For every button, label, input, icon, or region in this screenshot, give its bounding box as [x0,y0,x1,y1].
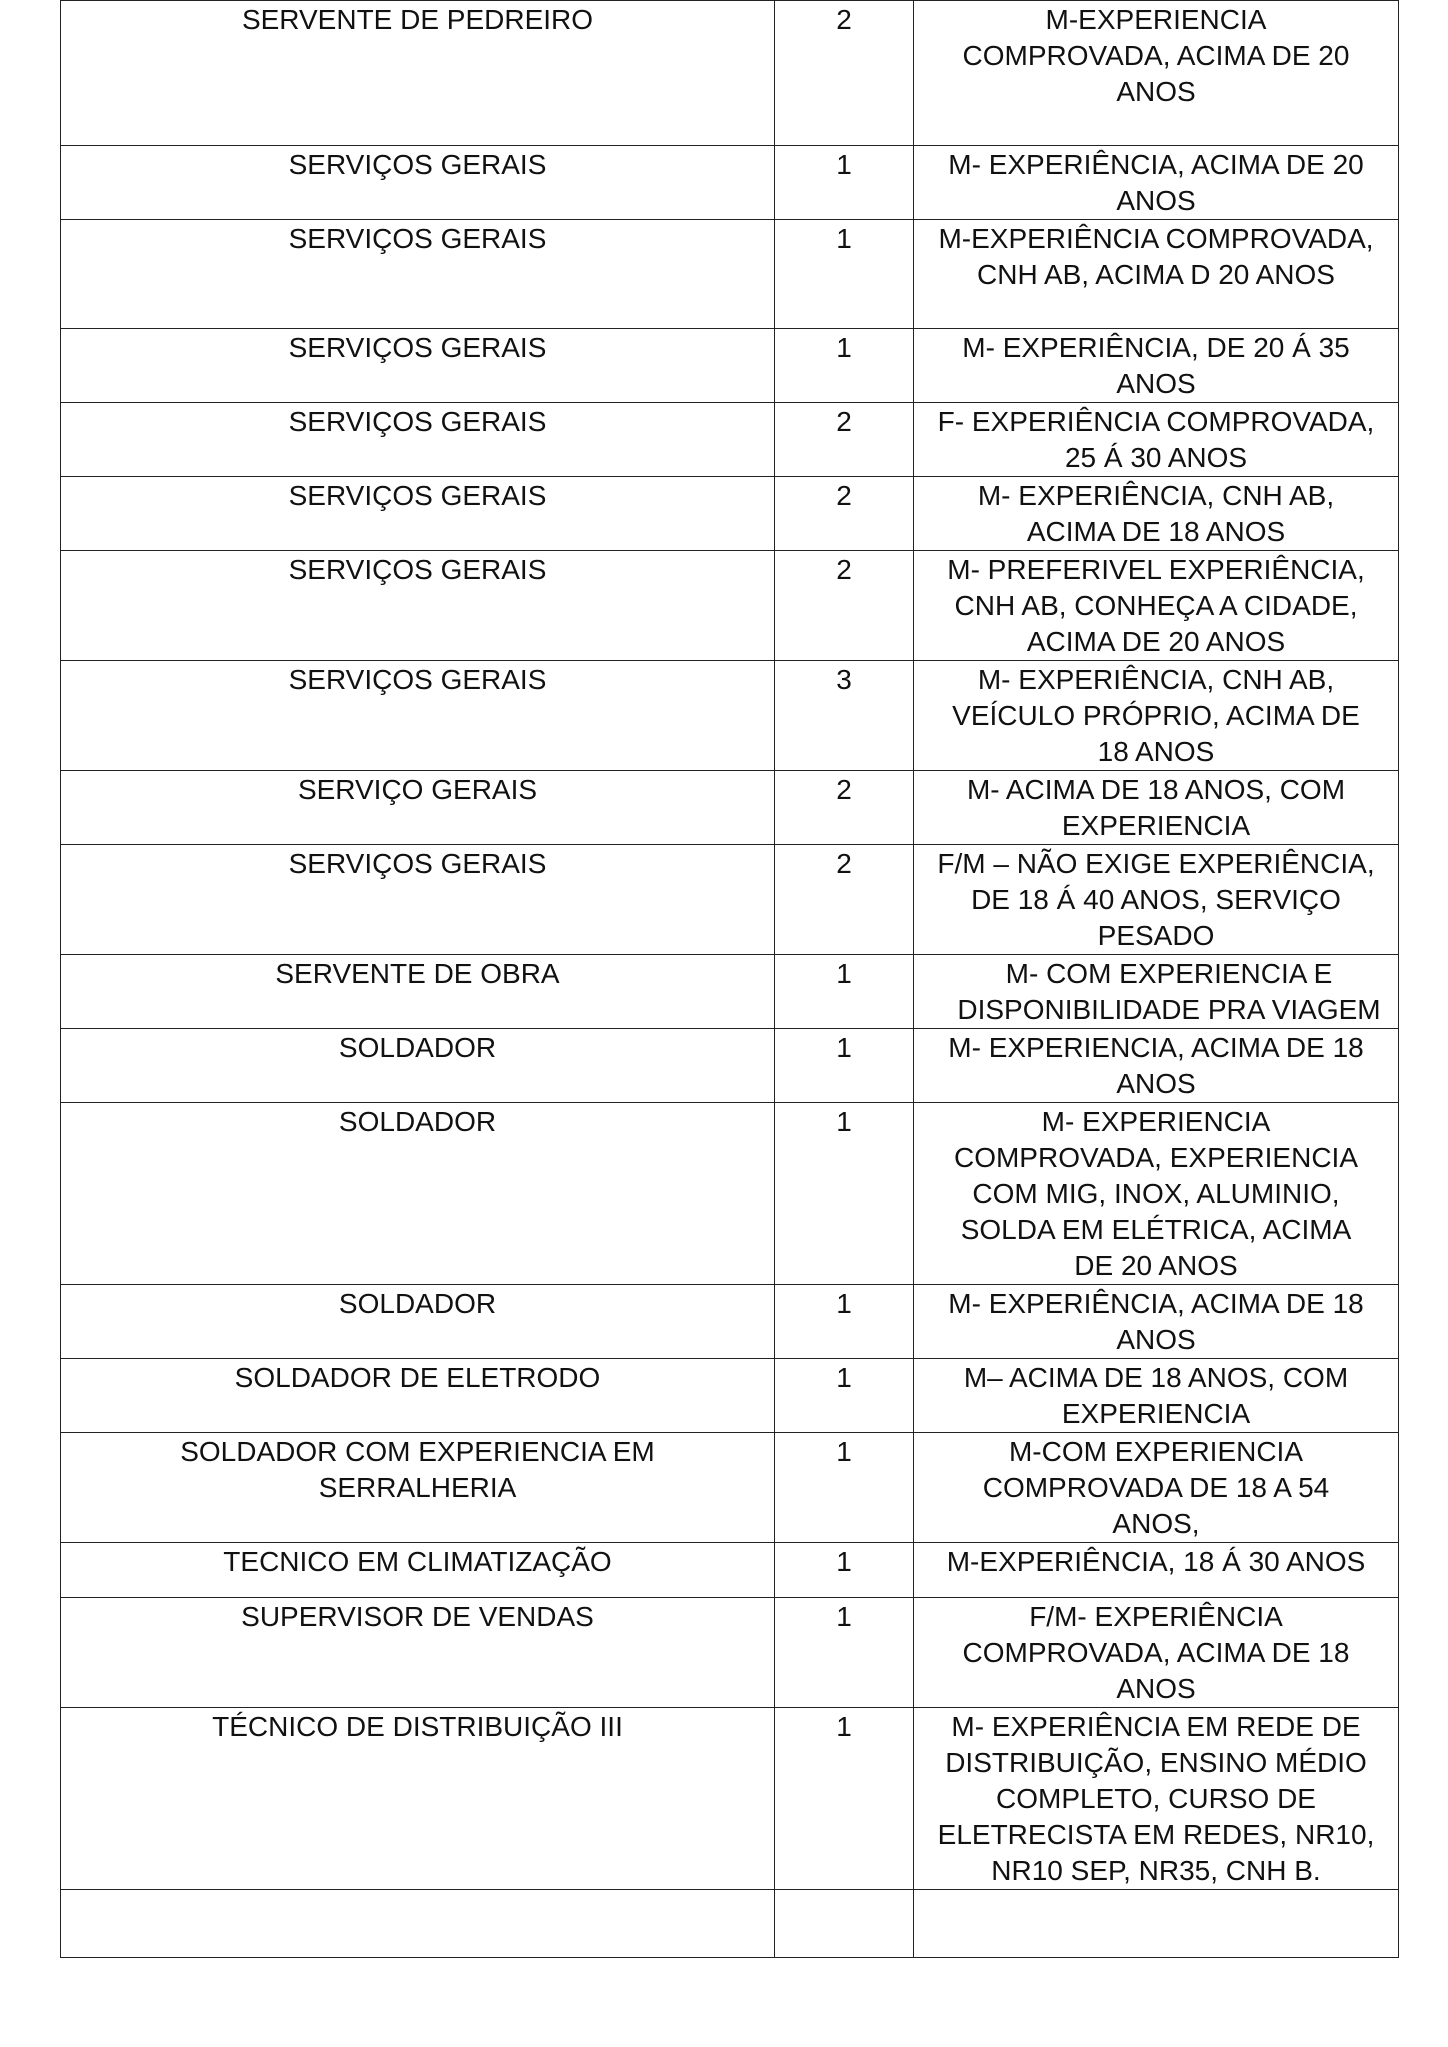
table-row [61,1103,1399,1285]
table-row [61,1,1399,146]
requirements-cell: M- PREFERIVEL EXPERIÊNCIA, CNH AB, CONHEÇA A CIDADE, ACIMA DE 20 ANOS [914,551,1399,661]
requirements-cell: M- EXPERIÊNCIA, ACIMA DE 20 ANOS [914,146,1399,220]
role-cell: SERVENTE DE OBRA [61,955,775,1029]
table-row [61,551,1399,661]
table-row [61,220,1399,329]
requirements-cell: M- EXPERIÊNCIA, CNH AB, VEÍCULO PRÓPRIO, ACIMA DE 18 ANOS [914,661,1399,771]
table-row [61,1285,1399,1359]
role-cell: SOLDADOR [61,1029,775,1103]
requirements-cell: M- EXPERIENCIA, ACIMA DE 18 ANOS [914,1029,1399,1103]
requirements-cell [914,1890,1399,1958]
requirements-cell: M– ACIMA DE 18 ANOS, COM EXPERIENCIA [914,1359,1399,1433]
table-row [61,1029,1399,1103]
quantity-cell: 1 [775,1708,914,1890]
table-row [61,477,1399,551]
role-cell: SERVIÇOS GERAIS [61,661,775,771]
requirements-cell: M- EXPERIÊNCIA, DE 20 Á 35 ANOS [914,329,1399,403]
role-cell: TÉCNICO DE DISTRIBUIÇÃO III [61,1708,775,1890]
quantity-cell: 1 [775,329,914,403]
role-cell [61,1890,775,1958]
role-cell: SERVENTE DE PEDREIRO [61,1,775,146]
requirements-cell: M-EXPERIENCIA COMPROVADA, ACIMA DE 20 ANOS [914,1,1399,146]
quantity-cell: 2 [775,771,914,845]
table-row [61,661,1399,771]
table-row [61,955,1399,1029]
quantity-cell: 2 [775,477,914,551]
table-row [61,771,1399,845]
quantity-cell: 1 [775,220,914,329]
job-vacancies-table [60,0,1399,1958]
table-row [61,1708,1399,1890]
quantity-cell: 1 [775,1433,914,1543]
requirements-cell: M-EXPERIÊNCIA, 18 Á 30 ANOS [914,1543,1399,1598]
table-row [61,845,1399,955]
table-row [61,1359,1399,1433]
table-row [61,329,1399,403]
quantity-cell: 1 [775,955,914,1029]
role-cell: SERVIÇOS GERAIS [61,220,775,329]
role-cell: SERVIÇOS GERAIS [61,551,775,661]
table-row [61,403,1399,477]
role-cell: SERVIÇOS GERAIS [61,403,775,477]
requirements-cell: M- EXPERIÊNCIA EM REDE DE DISTRIBUIÇÃO, ENSINO MÉDIO COMPLETO, CURSO DE ELETRECISTA EM REDES, NR10, NR10 SEP, NR35, CNH B. [914,1708,1399,1890]
table-row [61,1890,1399,1958]
role-cell: SOLDADOR DE ELETRODO [61,1359,775,1433]
quantity-cell: 1 [775,1598,914,1708]
quantity-cell: 1 [775,1285,914,1359]
quantity-cell: 3 [775,661,914,771]
table-row [61,146,1399,220]
quantity-cell: 1 [775,1543,914,1598]
role-cell: SERVIÇOS GERAIS [61,477,775,551]
requirements-cell: M- EXPERIÊNCIA, ACIMA DE 18 ANOS [914,1285,1399,1359]
quantity-cell: 1 [775,1029,914,1103]
quantity-cell: 1 [775,146,914,220]
role-cell: TECNICO EM CLIMATIZAÇÃO [61,1543,775,1598]
role-cell: SOLDADOR COM EXPERIENCIA EM SERRALHERIA [61,1433,775,1543]
quantity-cell: 1 [775,1103,914,1285]
requirements-cell: M- EXPERIÊNCIA, CNH AB, ACIMA DE 18 ANOS [914,477,1399,551]
requirements-cell: F/M – NÃO EXIGE EXPERIÊNCIA, DE 18 Á 40 ANOS, SERVIÇO PESADO [914,845,1399,955]
requirements-cell: F/M- EXPERIÊNCIA COMPROVADA, ACIMA DE 18 ANOS [914,1598,1399,1708]
role-cell: SERVIÇOS GERAIS [61,329,775,403]
table-row [61,1433,1399,1543]
requirements-cell: M-EXPERIÊNCIA COMPROVADA, CNH AB, ACIMA D 20 ANOS [914,220,1399,329]
quantity-cell: 2 [775,403,914,477]
quantity-cell: 1 [775,1359,914,1433]
requirements-cell: M- EXPERIENCIA COMPROVADA, EXPERIENCIA COM MIG, INOX, ALUMINIO, SOLDA EM ELÉTRICA, ACIMA DE 20 ANOS [914,1103,1399,1285]
quantity-cell: 2 [775,845,914,955]
quantity-cell: 2 [775,551,914,661]
role-cell: SERVIÇOS GERAIS [61,146,775,220]
table-row [61,1598,1399,1708]
quantity-cell [775,1890,914,1958]
requirements-cell: M- COM EXPERIENCIA E DISPONIBILIDADE PRA VIAGEM [914,955,1399,1029]
role-cell: SERVIÇO GERAIS [61,771,775,845]
role-cell: SUPERVISOR DE VENDAS [61,1598,775,1708]
requirements-cell: F- EXPERIÊNCIA COMPROVADA, 25 Á 30 ANOS [914,403,1399,477]
role-cell: SERVIÇOS GERAIS [61,845,775,955]
requirements-cell: M- ACIMA DE 18 ANOS, COM EXPERIENCIA [914,771,1399,845]
role-cell: SOLDADOR [61,1103,775,1285]
role-cell: SOLDADOR [61,1285,775,1359]
quantity-cell: 2 [775,1,914,146]
table-row [61,1543,1399,1598]
requirements-cell: M-COM EXPERIENCIA COMPROVADA DE 18 A 54 ANOS, [914,1433,1399,1543]
